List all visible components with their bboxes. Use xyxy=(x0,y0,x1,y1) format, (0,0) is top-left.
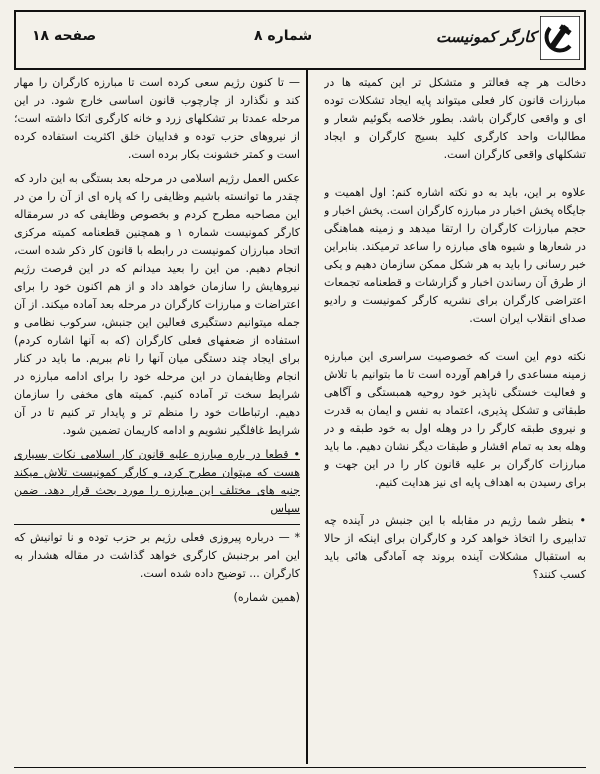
left-paragraph-1: — تا کنون رژیم سعی کرده است تا مبارزه کارگران را مهار کند و نگذارد از چارچوب قانون اساسی خارج شود. در این مرحله عمدتا بر تشکلهای زرد و خانه کارگری اتکا داشته است؛ از نیروهای حزب توده و فداییان خلق اکثریت استفاده کرده است و کمتر خشونت بکار برده است. xyxy=(14,76,300,161)
left-column xyxy=(14,74,300,764)
right-paragraph-3: نکته دوم این است که خصوصیت سراسری این مبارزه زمینه مساعدی را فراهم آورده است تا ما بتوانیم با تلاش و فعالیت خستگی ناپذیر خود روحیه همبستگی و آگاهی طبقاتی و تشکل پذیری، اعتماد به نفس و ایمان به قدرت و نیروی طبقه کارگر را در وهله اول به خود طبقه و در وهله بعد به تمام اقشار و طبقات دیگر نشان دهیم. ما باید مبارزات کارگران بر علیه قانون کار را در این جهت و برای رسیدن به اهداف پایه ای نیز هدایت کنیم. xyxy=(324,350,586,489)
column-divider xyxy=(306,70,308,764)
right-paragraph-2: علاوه بر این، باید به دو نکته اشاره کنم: اول اهمیت و جایگاه پخش اخبار در مبارزه کارگران است. پخش اخبار و حجم مبارزات کارگران را ارتقا میدهد و زمینه هماهنگی در شعارها و شیوه های مبارزه را ساعد ترمیکند. بنابراین خبر رسانی را باید به هر شکل ممکن سازمان دهیم و یکی از طرق آن رساندن اخبار و گزارشات و قطعنامه تجمعات اعتراضی کارگران برای نشریه کارگر کمونیست و رادیو صدای انقلاب ایران است. xyxy=(324,186,586,325)
page-number: صفحه ۱۸ xyxy=(32,28,97,44)
masthead xyxy=(14,10,586,70)
bottom-rule xyxy=(14,767,586,768)
right-column xyxy=(324,74,586,764)
right-question: • بنظر شما رژیم در مقابله با این جنبش در آینده چه تدابیری را اتخاذ خواهد کرد و کارگران برای اینکه از حالا به استقبال مشکلات آینده بروند چه آمادگی هائی باید کسب کنند؟ xyxy=(324,514,586,581)
footnote-tail: (همین شماره) xyxy=(233,591,300,604)
footnote-text: * — درباره پیروزی فعلی رژیم بر حزب توده و نا توانیش که این امر برجنبش کارگری خواهد گذاشت در مقاله هشدار به کارگران ... توضیح داده شده است. xyxy=(14,531,300,580)
right-paragraph-1: دخالت هر چه فعالتر و متشکل تر این کمیته ها در مبارزات قانون کار فعلی میتواند پایه ایجاد تشکلات توده ای و واقعی کارگران باشد. بطور خلاصه بگوئیم شعار و مطالبات واحد کارگری کلید بسیج کارگران و ایجاد تشکلهای واقعی کارگران است. xyxy=(324,76,586,161)
hammer-sickle-logo-icon xyxy=(540,16,580,60)
left-closing-question: • قطعا در باره مبارزه علیه قانون کار اسلامی نکات بسیاری هست که میتوان مطرح کرد، و کارگر کمونیست تلاش میکند جنبه های مختلف این مبارزه را مورد بحث قرار دهد. ضمن سپاس xyxy=(14,448,300,515)
issue-number: شماره ۸ xyxy=(254,28,313,44)
paper-title: کارگر کمونیست xyxy=(436,28,536,46)
footnote xyxy=(14,524,300,607)
left-paragraph-2: عکس العمل رژیم اسلامی در مرحله بعد بستگی به این دارد که چقدر ما توانسته باشیم وظایفی را که پاره ای از آن را من در این مصاحبه مطرح کردم و بخصوص وظایفی که در سرمقاله کارگر کمونیست شماره ۱ و همچنین قطعنامه کمیته مرکزی اتحاد مبارزان کمونیست در رابطه با قانون کار ذکر شده است، انجام دهیم. من این را بعید میدانم که در این فرصت رژیم نیروهایش را سازمان خواهد داد و از هم اکنون خود را برای اعتراضات و مبارزات کارگران در مرحله بعد آماده میکند. از آن جمله میتوانیم دستگیری فعالین این جنبش، سرکوب نظامی و استفاده از ضعفهای فعلی کارگران (که به آنها اشاره کردم) برای ایجاد چند دستگی میان آنها را نام ببریم. ما باید در کنار انجام وظایفمان در این مرحله خود را برای ادامه مبارزه در شرایط سخت تر آماده کنیم. کمیته های مخفی را سازمان دهیم. ارتباطات خود را منظم تر و پایدار تر کنیم تا در آن شرایط غافلگیر نشویم و ادامه کاریمان تضمین شود. xyxy=(14,172,300,437)
